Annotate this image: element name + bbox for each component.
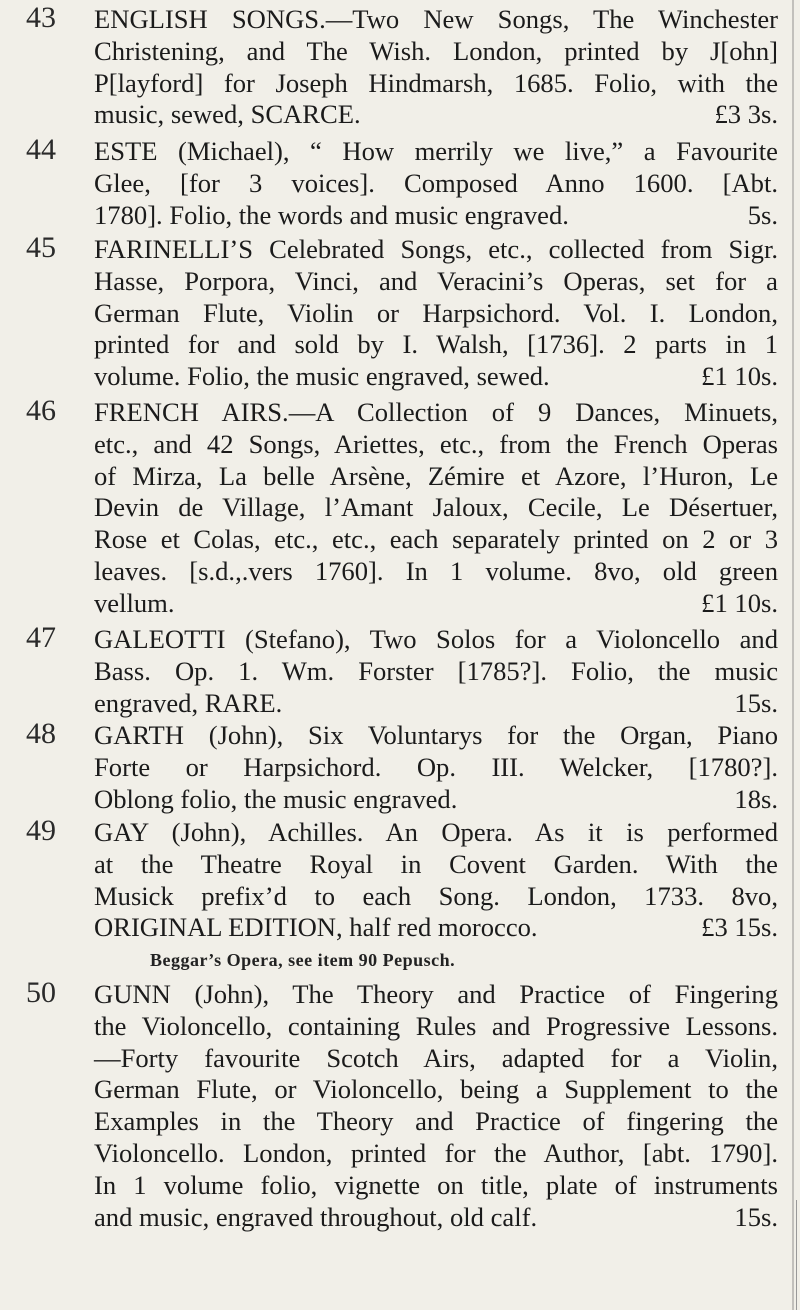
- catalogue-entry: [94, 397, 778, 620]
- entry-price: 18s.: [734, 783, 778, 814]
- entry-price: £3 3s.: [714, 99, 778, 130]
- entry-line: 1780]. Folio, the words and music engraved.: [94, 199, 569, 230]
- entry-number: 44: [26, 133, 56, 166]
- entry-line: FARINELLI’S Celebrated Songs, etc., collected from Sigr.: [94, 234, 778, 264]
- entry-line: Devin de Village, l’Amant Jaloux, Cecile, Le Désertuer,: [94, 492, 778, 523]
- entry-line: and music, engraved throughout, old calf.: [94, 1201, 538, 1232]
- entry-line: Hasse, Porpora, Vinci, and Veracini’s Operas, set for a: [94, 265, 778, 296]
- entry-number: 50: [26, 976, 56, 1009]
- entry-number: 47: [26, 621, 56, 654]
- catalogue-entry: [94, 234, 778, 393]
- entry-price: £3 15s.: [701, 912, 778, 943]
- entry-line: ORIGINAL EDITION, half red morocco.: [94, 912, 538, 943]
- entry-line: ENGLISH SONGS.—Two New Songs, The Winchester: [94, 4, 778, 34]
- entry-line: GALEOTTI (Stefano), Two Solos for a Violoncello and: [94, 624, 778, 654]
- entry-line: Glee, [for 3 voices]. Composed Anno 1600. [Abt.: [94, 167, 778, 198]
- entry-line: In 1 volume folio, vignette on title, plate of instruments: [94, 1169, 778, 1200]
- entry-line: vellum.: [94, 587, 175, 618]
- entry-number: 45: [26, 231, 56, 264]
- entry-line: Violoncello. London, printed for the Author, [abt. 1790].: [94, 1137, 778, 1168]
- entry-line: Oblong folio, the music engraved.: [94, 783, 458, 814]
- entry-line: Musick prefix’d to each Song. London, 1733. 8vo,: [94, 880, 778, 911]
- entry-number: 43: [26, 1, 56, 34]
- entry-line: German Flute, Violin or Harpsichord. Vol. I. London,: [94, 297, 778, 328]
- entry-line: Bass. Op. 1. Wm. Forster [1785?]. Folio, the music: [94, 655, 778, 686]
- entry-line: Examples in the Theory and Practice of fingering the: [94, 1106, 778, 1137]
- entry-line: GARTH (John), Six Voluntarys for the Organ, Piano: [94, 720, 778, 750]
- entry-line: leaves. [s.d.,.vers 1760]. In 1 volume. 8vo, old green: [94, 555, 778, 586]
- entry-line: Christening, and The Wish. London, printed by J[ohn]: [94, 35, 778, 66]
- page-edge-shadow: [792, 0, 794, 1310]
- entry-line: of Mirza, La belle Arsène, Zémire et Azore, l’Huron, Le: [94, 460, 778, 491]
- entry-line: German Flute, or Violoncello, being a Supplement to the: [94, 1074, 778, 1105]
- catalogue-entry: [94, 624, 778, 719]
- entry-number: 46: [26, 394, 56, 427]
- entry-number: 49: [26, 814, 56, 847]
- entry-line: volume. Folio, the music engraved, sewed.: [94, 361, 550, 392]
- entry-line: GAY (John), Achilles. An Opera. As it is performed: [94, 817, 778, 847]
- catalogue-entry: [94, 4, 778, 131]
- catalogue-entry: [94, 720, 778, 815]
- entry-line: FRENCH AIRS.—A Collection of 9 Dances, Minuets,: [94, 397, 778, 427]
- entry-line: engraved, RARE.: [94, 687, 283, 718]
- entry-line: etc., and 42 Songs, Ariettes, etc., from the French Operas: [94, 428, 778, 459]
- catalogue-entry: [94, 979, 778, 1233]
- entry-line: the Violoncello, containing Rules and Progressive Lessons.: [94, 1010, 778, 1041]
- cross-reference-note: Beggar’s Opera, see item 90 Pepusch.: [150, 950, 456, 970]
- entry-line: at the Theatre Royal in Covent Garden. With the: [94, 848, 778, 879]
- entry-price: 15s.: [734, 1201, 778, 1232]
- entry-line: GUNN (John), The Theory and Practice of Fingering: [94, 979, 778, 1009]
- entry-line: ESTE (Michael), “ How merrily we live,” a Favourite: [94, 136, 778, 166]
- entry-line: printed for and sold by I. Walsh, [1736]. 2 parts in 1: [94, 329, 778, 360]
- entry-line: P[layford] for Joseph Hindmarsh, 1685. Folio, with the: [94, 67, 778, 98]
- catalogue-entry: [94, 817, 778, 944]
- entry-line: music, sewed, SCARCE.: [94, 99, 361, 130]
- page-edge-line: [796, 1200, 797, 1310]
- entry-price: £1 10s.: [701, 587, 778, 618]
- entry-number: 48: [26, 717, 56, 750]
- entry-price: £1 10s.: [701, 361, 778, 392]
- entry-line: —Forty favourite Scotch Airs, adapted for a Violin,: [94, 1042, 778, 1073]
- entry-line: Rose et Colas, etc., etc., each separately printed on 2 or 3: [94, 524, 778, 555]
- entry-price: 15s.: [734, 687, 778, 718]
- entry-price: 5s.: [747, 199, 778, 230]
- entry-line: Forte or Harpsichord. Op. III. Welcker, [1780?].: [94, 751, 778, 782]
- catalogue-entry: [94, 136, 778, 231]
